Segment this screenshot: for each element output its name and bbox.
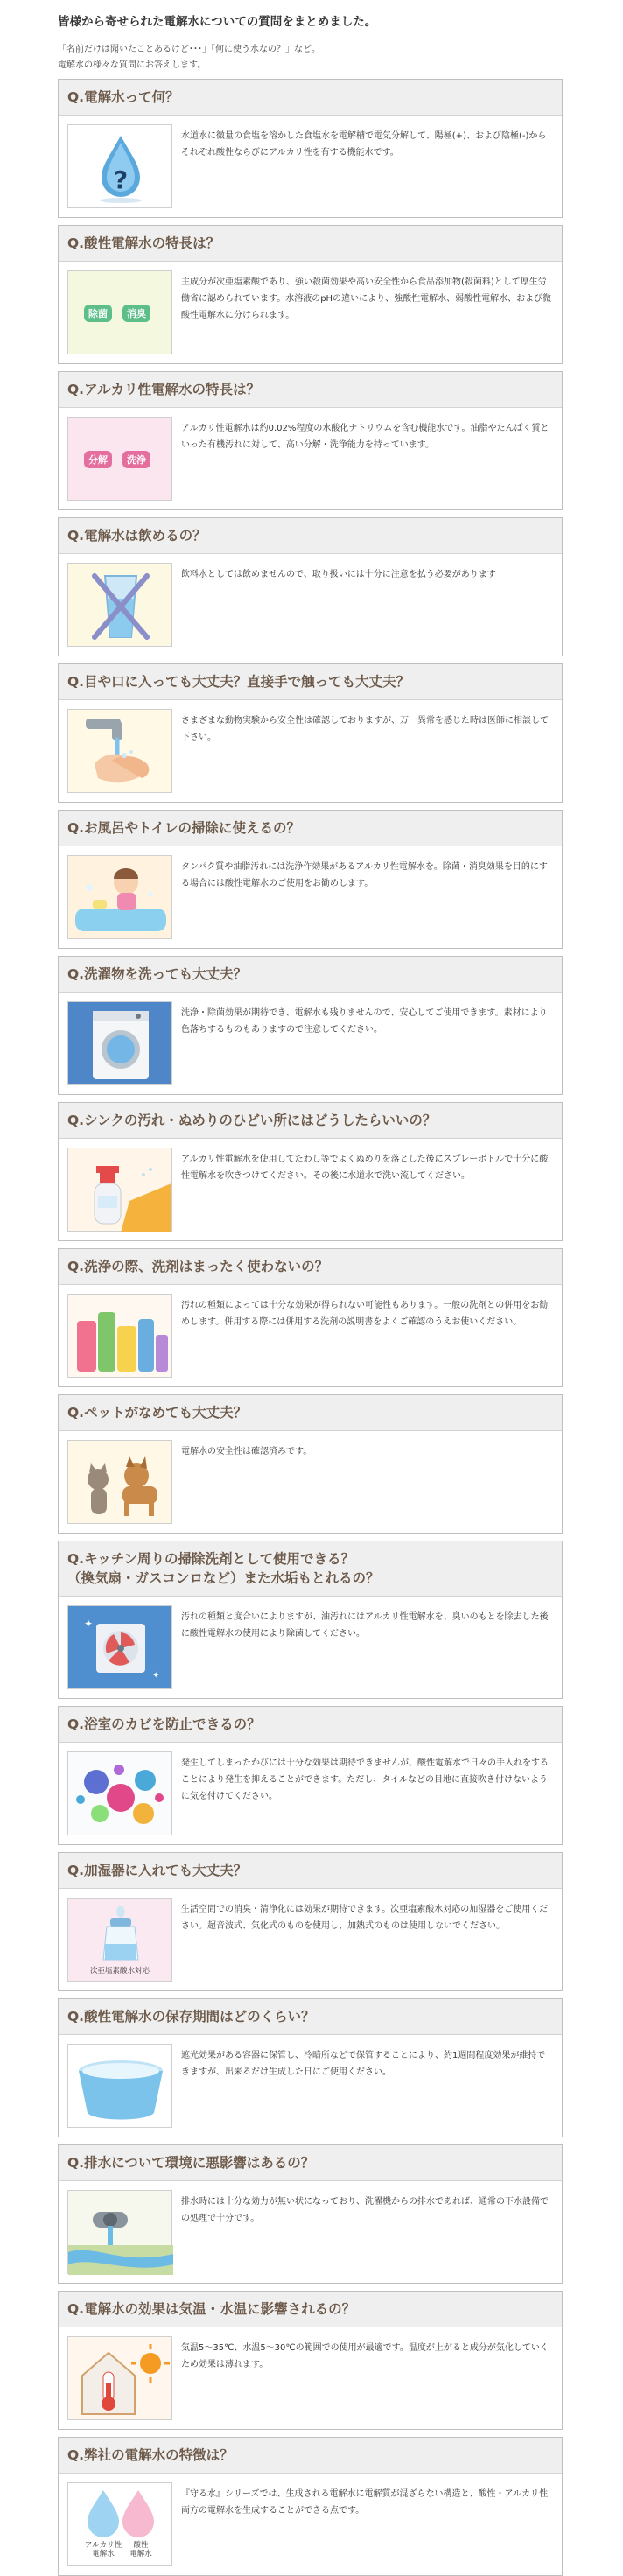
faq-answer: 汚れの種類と度合いによりますが、油汚れにはアルカリ性電解水を、臭いのもとを除去した後に酸性電解水の使用により除菌してください。 — [181, 1612, 549, 1639]
faq-question: Q.浴室のカビを防止できるの？ — [59, 1707, 562, 1743]
faq-answer: 発生してしまったかびには十分な効果は期待できませんが、酸性電解水で日々の手入れをすることにより発生を抑えることができます。ただし、タイルなどの目地に直接吹き付けないように気を付けてください。 — [181, 1758, 549, 1801]
acidic-label: 酸性 電解水 — [130, 2541, 152, 2558]
faq-item-our-features — [58, 2437, 563, 2576]
intro — [58, 42, 588, 74]
faq-item-sink — [58, 1102, 563, 1241]
faq-item-humidifier — [58, 1852, 563, 1991]
faq-question: Q.ペットがなめても大丈夫？ — [59, 1395, 562, 1431]
ventilation-fan-icon — [67, 1605, 172, 1689]
alkaline-label: アルカリ性 電解水 — [84, 2541, 122, 2558]
faq-answer: アルカリ性電解水は約0.02%程度の水酸化ナトリウムを含む機能水です。油脂やたんぱく質といった有機汚れに対して、高い分解・洗浄能力を持っています。 — [181, 424, 550, 450]
mold-spores-icon — [67, 1751, 172, 1835]
faq-answer: タンパク質や油脂汚れには洗浄作効果があるアルカリ性電解水を。除菌・消臭効果を目的にする場合には酸性電解水のご使用をお勧めします。 — [181, 862, 548, 888]
sterilize-deodorize-tags-icon — [67, 270, 172, 354]
faq-answer: 気温5～35℃、水温5～30℃の範囲での使用が最適です。温度が上がると成分が気化していくため効果は薄れます。 — [181, 2343, 549, 2369]
tag-deodorize: 消臭 — [122, 305, 150, 322]
faq-item-drainage — [58, 2144, 563, 2284]
faq-question: Q.酸性電解水の特長は？ — [59, 226, 562, 262]
water-basin-icon — [67, 2044, 172, 2128]
tag-clean: 洗浄 — [122, 451, 150, 468]
faq-answer: 飲料水としては飲めませんので、取り扱いには十分に注意を払う必要があります — [181, 570, 496, 579]
faq-answer: 『守る水』シリーズでは、生成される電解水に電解質が混ざらない構造と、酸性・アルカリ性両方の電解水を生成することができる点です。 — [181, 2489, 549, 2516]
faq-item-laundry — [58, 956, 563, 1095]
thermometer-sun-icon — [67, 2336, 172, 2420]
intro-line-1: 「名前だけは聞いたことあるけど･･･」「何に使う水なの？」など。 — [58, 45, 320, 54]
faq-item-eyes-mouth — [58, 663, 563, 803]
faq-answer: 排水時には十分な効力が無い状になっており、洗濯機からの排水であれば、通常の下水設備での処理で十分です。 — [181, 2197, 549, 2223]
faq-item-what-is — [58, 79, 563, 218]
faq-item-mold — [58, 1706, 563, 1845]
svg-text:?: ? — [113, 165, 129, 194]
faq-item-kitchen — [58, 1541, 563, 1699]
bath-cleaning-icon — [67, 855, 172, 939]
faq-item-temperature — [58, 2291, 563, 2430]
faq-item-acidic-features — [58, 225, 563, 364]
page-title: 皆様から寄せられた電解水についての質問をまとめました。 — [58, 15, 377, 29]
cat-and-dog-icon — [67, 1440, 172, 1524]
acid-alkaline-drops-icon — [67, 2482, 172, 2566]
faq-item-bath-toilet — [58, 810, 563, 949]
no-drinking-glass-icon — [67, 563, 172, 647]
faq-answer: 電解水の安全性は確認済みです。 — [181, 1447, 312, 1456]
faq-answer: アルカリ性電解水を使用してたわし等でよくぬめりを落とした後にスプレーボトルで十分に酸性電解水を吹きつけてください。その後に水道水で洗い流してください。 — [181, 1155, 549, 1181]
hand-washing-icon — [67, 709, 172, 793]
faq-answer: 水道水に微量の食塩を溶かした食塩水を電解槽で電気分解して、陽極(+)、および陰極(-)からそれぞれ酸性ならびにアルカリ性を有する機能水です。 — [181, 131, 547, 158]
faq-question: Q.目や口に入っても大丈夫？直接手で触っても大丈夫？ — [59, 664, 562, 700]
faq-question: Q.加湿器に入れても大丈夫？ — [59, 1853, 562, 1889]
water-drop-question-icon — [67, 124, 172, 208]
faq-question: Q.洗浄の際、洗剤はまったく使わないの？ — [59, 1249, 562, 1285]
svg-text:✦: ✦ — [84, 1618, 94, 1630]
faq-question: Q.排水について環境に悪影響はあるの？ — [59, 2145, 562, 2181]
faq-question: Q.アルカリ性電解水の特長は？ — [59, 372, 562, 408]
faq-question: Q.弊社の電解水の特徴は？ — [59, 2438, 562, 2474]
drain-pipe-icon — [67, 2190, 172, 2274]
tag-sterilize: 除菌 — [84, 305, 112, 322]
faq-answer: 主成分が次亜塩素酸であり、強い殺菌効果や高い安全性から食品添加物(殺菌料)として厚生労働省に認められています。水溶液のpHの違いにより、強酸性電解水、弱酸性電解水、および微酸性電解水に分けられます。 — [181, 277, 552, 320]
faq-answer: 汚れの種類によっては十分な効果が得られない可能性もあります。一般の洗剤との併用をお勧めします。併用する際には併用する洗剤の説明書をよくご確認のうえお使いください。 — [181, 1301, 549, 1327]
faq-answer: 遮光効果がある容器に保管し、冷暗所などで保管することにより、約1週間程度効果が維持できますが、出来るだけ生成した日にご使用ください。 — [181, 2051, 546, 2077]
washing-machine-icon — [67, 1001, 172, 1085]
faq-question: Q.お風呂やトイレの掃除に使えるの？ — [59, 811, 562, 846]
faq-question: Q.電解水は飲めるの？ — [59, 518, 562, 554]
faq-answer: 生活空間での消臭・清浄化には効果が期待できます。次亜塩素酸水対応の加湿器をご使用ください。超音波式、気化式のものを使用し、加熱式のものは使用しないでください。 — [181, 1905, 549, 1931]
faq-item-detergent — [58, 1248, 563, 1387]
faq-question: Q.電解水の効果は気温・水温に影響されるの？ — [59, 2292, 562, 2327]
tag-decompose: 分解 — [84, 451, 112, 468]
intro-line-2: 電解水の様々な質問にお答えします。 — [58, 60, 206, 70]
faq-question: Q.酸性電解水の保存期間はどのくらい？ — [59, 1999, 562, 2035]
faq-answer: さまざまな動物実験から安全性は確認しておりますが、万一異常を感じた時は医師に相談して下さい。 — [181, 716, 549, 742]
svg-text:✦: ✦ — [152, 1671, 160, 1681]
faq-question: Q.洗濯物を洗っても大丈夫？ — [59, 957, 562, 993]
humidifier-icon — [67, 1898, 172, 1982]
faq-question: Q.シンクの汚れ・ぬめりのひどい所にはどうしたらいいの？ — [59, 1103, 562, 1139]
faq-question: Q.キッチン周りの掃除洗剤として使用できる？ （換気扇・ガスコンロなど）また水垢もとれるの？ — [59, 1541, 562, 1597]
detergent-bottles-icon — [67, 1294, 172, 1378]
spray-bottle-icon — [67, 1148, 172, 1232]
faq-item-alkaline-features — [58, 371, 563, 510]
faq-item-storage — [58, 1998, 563, 2137]
faq-question: Q.電解水って何？ — [59, 80, 562, 116]
decompose-clean-tags-icon — [67, 417, 172, 501]
faq-item-drinkable — [58, 517, 563, 656]
faq-answer: 洗浄・除菌効果が期待でき、電解水も残りませんので、安心してご使用できます。素材により色落ちするものもありますので注意してください。 — [181, 1008, 548, 1035]
faq-item-pets — [58, 1394, 563, 1534]
humidifier-caption: 次亜塩素酸水対応 — [89, 1967, 150, 1976]
